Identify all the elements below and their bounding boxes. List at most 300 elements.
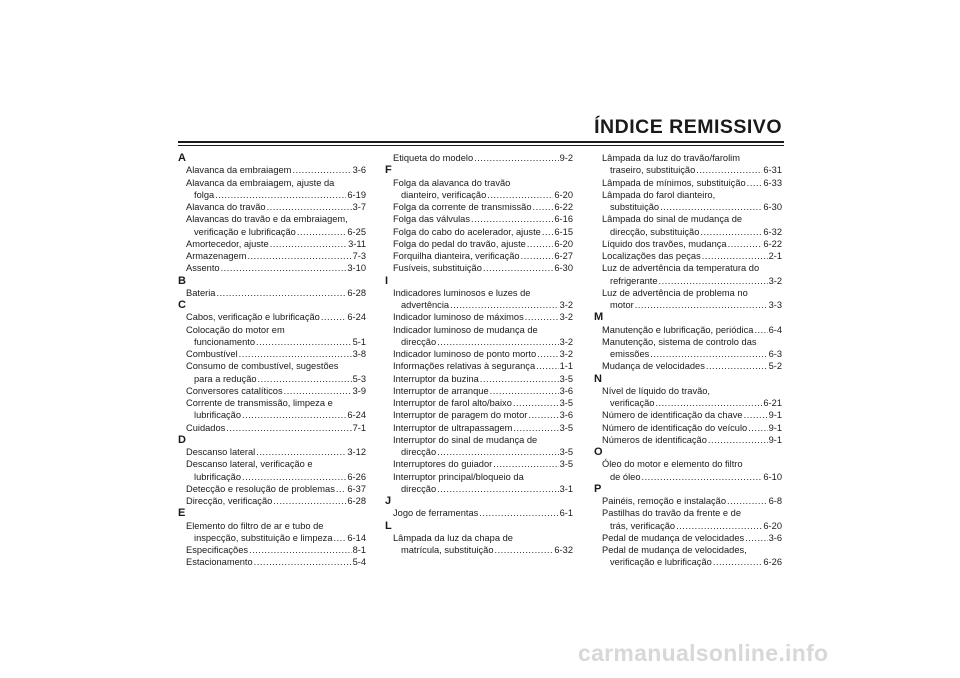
index-entry-text: Alavancas do travão e da embraiagem, [186,214,348,225]
dot-leader [642,471,763,483]
page-number: 3-12 [347,447,366,457]
page-number: 3-5 [559,373,573,384]
index-entry-text: refrigerante [610,275,658,286]
dot-leader [336,483,347,495]
page-title: ÍNDICE REMISSIVO [594,116,782,138]
dot-leader [256,446,346,458]
page-number: 5-3 [352,373,366,384]
index-entry-text: Especificações [186,545,249,555]
page-number: 1-1 [559,361,573,372]
index-entry-text: substituição [610,202,660,212]
dot-leader [660,201,762,213]
dot-leader [513,422,558,434]
index-entry [594,434,782,446]
page-number: 6-14 [347,532,366,543]
index-entry-text: Bateria [186,287,216,298]
index-entry [385,434,573,459]
index-entry [178,324,366,349]
dot-leader [542,226,554,238]
dot-leader [696,164,762,176]
index-entry [178,544,366,556]
index-entry [178,483,366,495]
page-number: 6-20 [554,189,573,200]
section-letter: I [385,274,389,287]
index-entry-text: Manutenção, sistema de controlo das [602,336,757,347]
index-entry-text: Interruptor de ultrapassagem [393,422,513,433]
index-entry [385,409,573,421]
page-number: 6-1 [559,508,573,519]
dot-leader [708,434,768,446]
dot-leader [270,238,347,250]
index-entry [594,213,782,238]
index-entry-text: Folga da corrente de transmissão [393,202,532,212]
index-entry [178,348,366,360]
index-entry [178,177,366,202]
dot-leader [537,348,558,360]
index-entry [594,250,782,262]
index-column-3 [594,152,782,569]
index-entry-text: Localizações das peças [602,251,701,261]
index-entry [178,311,366,323]
index-entry [178,520,366,545]
dot-leader [754,324,767,336]
index-entry [178,495,366,507]
page-number: 6-26 [347,471,366,482]
dot-leader [258,373,352,385]
dot-leader [474,152,558,164]
dot-leader [226,422,351,434]
index-entry-text: Interruptor principal/bloqueio da [393,471,524,482]
index-entry-text: Nível de líquido do travão, [602,385,711,396]
page-number: 6-31 [763,165,782,176]
dot-leader [437,336,558,348]
dot-leader [483,262,554,274]
index-entry [385,250,573,262]
index-entry-text: Amortecedor, ajuste [186,238,269,249]
index-entry [178,446,366,458]
page-number: 3-7 [352,202,366,212]
page-number: 6-28 [347,287,366,298]
index-column-2 [385,152,573,556]
dot-leader [249,544,352,556]
page-number: 6-10 [763,471,782,482]
page-number: 6-15 [554,226,573,237]
index-entry [385,532,573,557]
index-entry-text: Manutenção e lubrificação, periódica [602,324,754,335]
page-number: 3-3 [768,300,782,310]
index-entry-text: Líquido dos travões, mudança [602,238,727,249]
dot-leader [273,495,346,507]
page-number: 6-21 [763,398,782,408]
dot-leader [292,164,351,176]
title-rule-thick [178,141,784,143]
dot-leader [242,471,346,483]
index-entry [594,189,782,214]
index-entry [385,471,573,496]
index-entry-text: Indicador luminoso de máximos [393,312,524,323]
index-entry-text: inspecção, substituição e limpeza [194,532,333,543]
index-entry-text: Etiqueta do modelo [393,153,474,163]
index-entry-text: trás, verificação [610,520,676,531]
dot-leader [479,507,558,519]
section-letter: E [178,507,186,520]
dot-leader [256,336,352,348]
page-number: 5-1 [352,336,366,347]
dot-leader [247,250,351,262]
index-entry-text: funcionamento [194,336,255,347]
page-number: 6-28 [347,496,366,506]
index-column-1 [178,152,366,569]
index-entry [385,348,573,360]
index-entry-text: Interruptor do sinal de mudança de [393,434,538,445]
page-number: 3-2 [559,300,573,310]
index-entry-text: Interruptor de farol alto/baixo [393,398,512,408]
index-entry [385,324,573,349]
page-number: 6-30 [763,202,782,212]
index-entry-text: Cabos, verificação e lubrificação [186,312,320,323]
dot-leader [635,299,768,311]
section-letter: A [178,152,186,164]
index-entry [178,201,366,213]
index-entry [385,385,573,397]
index-entry-text: Números de identificação [602,434,707,445]
index-entry [385,397,573,409]
index-entry-text: Consumo de combustível, sugestões [186,361,339,372]
page-number: 9-1 [768,410,782,421]
page-number: 3-11 [348,238,366,249]
dot-leader [437,446,558,458]
index-entry-text: Cuidados [186,422,226,433]
dot-leader [215,189,346,201]
index-entry-text: Indicador luminoso de ponto morto [393,349,537,359]
page-number: 3-5 [559,398,573,408]
index-entry [385,226,573,238]
dot-leader [221,262,347,274]
dot-leader [216,287,346,299]
index-entry-text: folga [194,189,215,200]
index-entry [594,385,782,410]
section-letter: L [385,519,392,532]
index-entry-text: de óleo [610,471,641,482]
index-entry-text: Indicadores luminosos e luzes de [393,287,531,298]
index-entry [178,360,366,385]
index-entry-text: direcção [401,336,437,347]
page-number: 3-1 [559,483,573,494]
index-entry-text: Indicador luminoso de mudança de [393,324,538,335]
index-entry [385,373,573,385]
index-entry [178,422,366,434]
index-entry [178,213,366,238]
section-letter: N [594,372,602,385]
page-number: 3-2 [768,275,782,286]
section-letter: C [178,299,186,311]
page-number: 6-24 [347,410,366,421]
section-letter: F [385,164,392,177]
page-number: 6-24 [347,312,366,323]
index-entry [385,152,573,164]
index-entry [594,238,782,250]
dot-leader [728,238,763,250]
page-number: 6-16 [554,214,573,225]
index-entry-text: Combustível [186,349,238,359]
dot-leader [676,520,762,532]
page-number: 6-20 [763,520,782,531]
page-number: 3-2 [559,312,573,323]
index-entry-text: Armazenagem [186,251,247,261]
page-number: 3-2 [559,349,573,359]
index-entry-text: motor [610,300,634,310]
index-entry-text: Alavanca do travão [186,202,266,212]
index-entry [178,238,366,250]
dot-leader [450,299,558,311]
index-entry-text: para a redução [194,373,257,384]
dot-leader [495,544,554,556]
index-entry [178,385,366,397]
index-entry-text: Corrente de transmissão, limpeza e [186,398,333,408]
dot-leader [700,226,762,238]
index-entry-text: Jogo de ferramentas [393,508,479,519]
index-entry-text: Interruptor da buzina [393,373,479,384]
index-entry [594,495,782,507]
index-entry [178,262,366,274]
index-entry-text: Descanso lateral [186,447,256,457]
index-entry [594,177,782,189]
page-number: 6-33 [763,177,782,188]
dot-leader [437,483,558,495]
index-entry [594,458,782,483]
index-entry-text: Estacionamento [186,557,253,568]
index-entry-text: Conversores catalíticos [186,385,283,396]
title-rule-thin [178,145,784,146]
dot-leader [727,495,768,507]
index-entry [385,422,573,434]
index-entry [385,238,573,250]
page-number: 5-4 [352,557,366,568]
index-entry [385,213,573,225]
index-entry-text: direcção, substituição [610,226,700,237]
dot-leader [334,532,347,544]
index-entry-text: Luz de advertência de problema no [602,287,748,298]
index-entry-text: verificação e lubrificação [610,557,712,568]
index-entry-text: Descanso lateral, verificação e [186,459,313,470]
page-number: 9-2 [559,153,573,163]
page-number: 6-27 [554,251,573,261]
dot-leader [702,250,768,262]
index-entry-text: Pedal de mudança de velocidades [602,532,745,543]
index-entry-text: advertência [401,300,450,310]
dot-leader [713,556,763,568]
index-entry-text: Forquilha dianteira, verificação [393,251,520,261]
index-entry [594,544,782,569]
page-number: 6-32 [554,545,573,555]
index-entry-text: direcção [401,483,437,494]
section-letter: J [385,495,392,507]
page-number: 2-1 [768,251,782,261]
dot-leader [254,556,352,568]
index-entry [594,360,782,372]
index-entry [178,397,366,422]
dot-leader [284,385,352,397]
index-entry [178,556,366,568]
index-entry [594,409,782,421]
page-number: 3-9 [352,385,366,396]
page-number: 6-3 [768,349,782,359]
index-entry-text: Número de identificação da chave [602,410,743,421]
dot-leader [650,348,767,360]
page-number: 9-1 [768,434,782,445]
index-entry-text: traseiro, substituição [610,165,696,176]
index-entry-text: Alavanca da embraiagem, ajuste da [186,177,335,188]
index-entry [178,250,366,262]
index-entry [594,152,782,177]
index-entry [178,164,366,176]
page-number: 6-8 [768,496,782,506]
index-entry-text: Alavanca da embraiagem [186,165,292,176]
index-entry [385,177,573,202]
page-number: 3-8 [352,349,366,359]
page-number: 3-2 [559,336,573,347]
dot-leader [655,397,762,409]
index-entry-text: Lâmpada da luz da chapa de [393,532,513,543]
index-entry-text: lubrificação [194,410,242,421]
page-number: 3-10 [347,263,366,274]
index-entry [594,422,782,434]
page-number: 6-26 [763,557,782,568]
index-entry [594,324,782,336]
page-number: 5-2 [768,361,782,372]
dot-leader [744,409,768,421]
dot-leader [525,311,559,323]
index-entry-text: matrícula, substituição [401,545,494,555]
index-entry [594,262,782,287]
page-number: 3-5 [559,459,573,470]
index-entry [385,360,573,372]
page-number: 6-22 [763,238,782,249]
page-number: 3-5 [559,422,573,433]
index-entry-text: Elemento do filtro de ar e tubo de [186,520,324,531]
page-number: 3-5 [559,447,573,457]
index-entry-text: Lâmpada de mínimos, substituição [602,177,746,188]
index-entry [178,287,366,299]
index-entry-text: lubrificação [194,471,242,482]
index-entry [385,311,573,323]
section-letter: B [178,274,186,287]
page-number: 3-6 [559,410,573,421]
dot-leader [321,311,347,323]
index-entry-text: Pedal de mudança de velocidades, [602,545,747,555]
page-number: 6-4 [768,324,782,335]
page-number: 8-1 [352,545,366,555]
page-number: 3-6 [559,385,573,396]
index-entry [385,262,573,274]
page-number: 6-25 [347,226,366,237]
index-entry [594,287,782,312]
index-entry-text: verificação e lubrificação [194,226,296,237]
dot-leader [659,275,768,287]
dot-leader [527,238,554,250]
dot-leader [267,201,352,213]
index-entry-text: Mudança de velocidades [602,361,705,372]
page-number: 7-3 [352,251,366,261]
dot-leader [490,385,559,397]
index-entry-text: Óleo do motor e elemento do filtro [602,459,743,470]
index-entry-text: Pastilhas do travão da frente e de [602,508,742,519]
section-letter: P [594,482,602,495]
index-entry-text: Colocação do motor em [186,324,285,335]
dot-leader [480,373,559,385]
index-entry [594,507,782,532]
index-entry-text: Interruptor de paragem do motor [393,410,528,421]
index-entry-text: Lâmpada do sinal de mudança de [602,214,743,225]
index-entry-text: Lâmpada do farol dianteiro, [602,189,716,200]
index-entry [178,458,366,483]
index-entry [385,287,573,312]
page-number: 6-30 [554,263,573,274]
index-entry-text: Folga do pedal do travão, ajuste [393,238,526,249]
index-entry [385,507,573,519]
index-entry-text: Número de identificação do veículo [602,422,748,433]
index-entry-text: Lâmpada da luz do travão/farolim [602,153,740,163]
index-entry-text: emissões [610,349,650,359]
page-number: 6-20 [554,238,573,249]
page-number: 6-37 [347,483,366,494]
section-letter: M [594,311,604,324]
page-number: 3-6 [768,532,782,543]
index-entry-text: Interruptores do guiador [393,459,493,470]
dot-leader [487,189,553,201]
page-number: 6-32 [763,226,782,237]
dot-leader [493,458,558,470]
index-entry-text: Direcção, verificação [186,496,273,506]
page-number: 6-19 [347,189,366,200]
dot-leader [536,360,558,372]
page-number: 9-1 [768,422,782,433]
index-entry-text: dianteiro, verificação [401,189,487,200]
dot-leader [533,201,554,213]
index-entry-text: Painéis, remoção e instalação [602,496,727,506]
index-entry-text: Folga do cabo do acelerador, ajuste [393,226,541,237]
index-entry-text: Assento [186,263,220,274]
index-entry-text: Informações relativas à segurança [393,361,536,372]
dot-leader [297,226,347,238]
index-entry-text: Fusíveis, substituição [393,263,482,274]
index-entry-text: verificação [610,398,655,408]
dot-leader [745,532,767,544]
dot-leader [513,397,559,409]
index-entry-text: direcção [401,447,437,457]
dot-leader [471,213,553,225]
index-entry-text: Interruptor de arranque [393,385,489,396]
page-number: 3-6 [352,165,366,176]
index-entry [385,201,573,213]
watermark: carmanualsonline.info [578,640,829,666]
dot-leader [748,422,767,434]
page-number: 6-22 [554,202,573,212]
dot-leader [747,177,763,189]
index-entry [594,336,782,361]
section-letter: O [594,446,603,458]
dot-leader [239,348,352,360]
index-entry [385,458,573,470]
index-entry-text: Luz de advertência da temperatura do [602,263,760,274]
dot-leader [528,409,558,421]
index-entry-text: Detecção e resolução de problemas [186,483,335,494]
dot-leader [706,360,768,372]
section-letter: D [178,433,186,446]
index-entry [594,532,782,544]
dot-leader [521,250,554,262]
index-entry-text: Folga das válvulas [393,214,470,225]
